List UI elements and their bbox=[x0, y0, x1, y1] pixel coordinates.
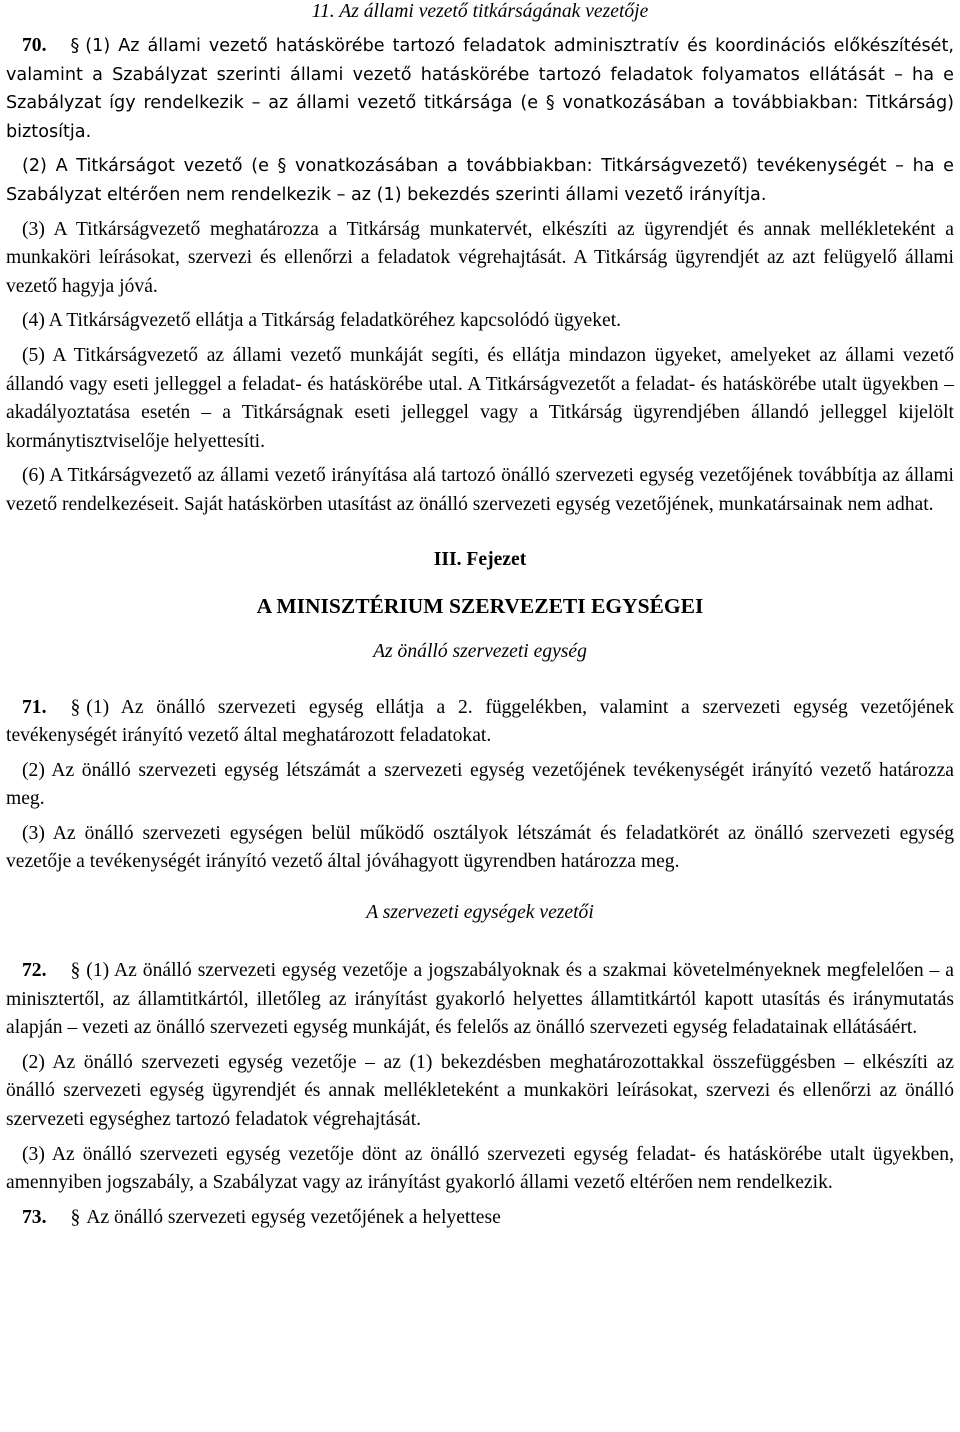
section-72-paragraph-2: (2) Az önálló szervezeti egység vezetője – az (1) bekezdésben meghatározottakkal összefüggésben – elkészíti az önálló szervezeti egység ügyrendjét és annak mellékleteként a munkaköri leírásokat, szervezi és ellenőrzi az önálló szervezeti egységhez tartozó feladatok végrehajtását. bbox=[6, 1051, 954, 1131]
section-70-paragraph-1 bbox=[6, 32, 954, 146]
section-71-paragraph-1 bbox=[6, 694, 954, 751]
section-70-paragraph-2: (2) A Titkárságot vezető (e § vonatkozásában a továbbiakban: Titkárságvezető) tevékenységét – ha e Szabályzat eltérően nem rendelkezik – az (1) bekezdés szerinti állami vezető irányítja. bbox=[6, 156, 954, 205]
section-73-p1-text: Az önálló szervezeti egység vezetőjének a helyettese bbox=[86, 1206, 501, 1228]
section-72-paragraph-3: (3) Az önálló szervezeti egység vezetője dönt az önálló szervezeti egység feladat- és hatáskörébe utalt ügyekben, amennyiben jogszabály, a Szabályzat vagy az irányítást gyakorló állami vezető eltérően nem rendelkezik. bbox=[6, 1143, 954, 1194]
section-71-number: 71. bbox=[22, 696, 47, 718]
section-71-paragraph-2: (2) Az önálló szervezeti egység létszámát a szervezeti egység vezetőjének tevékenységét irányító vezető határozza meg. bbox=[6, 759, 954, 810]
section-70-p1-text: (1) Az állami vezető hatáskörébe tartozó feladatok adminisztratív és koordinációs előkészítését, valamint a Szabályzat szerinti állami vezető hatáskörébe tartozó feladatok folyamatos ellátását – ha e Szabályzat így rendelkezik – az állami vezető titkársága (e § vonatkozásában a továbbiakban: Titkárság) biztosítja. bbox=[6, 36, 954, 142]
paragraph-sign: § bbox=[70, 36, 80, 56]
subtitle-independent-unit: Az önálló szervezeti egység bbox=[373, 640, 587, 662]
section-73-heading bbox=[6, 1204, 954, 1233]
paragraph-sign: § bbox=[70, 960, 81, 982]
section-73-number: 73. bbox=[22, 1206, 47, 1228]
section-70-number: 70. bbox=[22, 35, 47, 56]
document-page bbox=[6, 0, 954, 1232]
section-72-number: 72. bbox=[22, 960, 47, 982]
section-71-paragraph-3: (3) Az önálló szervezeti egységen belül működő osztályok létszámát és feladatkörét az önálló szervezeti egység vezetője a tevékenységét irányító vezető által jóváhagyott ügyrendben határozza meg. bbox=[6, 822, 954, 873]
section-72 bbox=[6, 957, 954, 1198]
section-70-paragraph-4: (4) A Titkárságvezető ellátja a Titkárság feladatköréhez kapcsolódó ügyeket. bbox=[22, 310, 622, 332]
section-71 bbox=[6, 694, 954, 878]
subtitle-unit-leaders: A szervezeti egységek vezetői bbox=[366, 902, 594, 924]
paragraph-sign: § bbox=[70, 1206, 81, 1228]
section-70-paragraph-6: (6) A Titkárságvezető az állami vezető irányítása alá tartozó önálló szervezeti egység vezetőjének továbbítja az állami vezető rendelkezéseit. Saját hatáskörben utasítást az önálló szervezeti egység vezetőjének, munkatársainak nem adhat. bbox=[6, 465, 954, 515]
paragraph-sign: § bbox=[70, 696, 81, 718]
section-70-paragraph-5: (5) A Titkárságvezető az állami vezető munkáját segíti, és ellátja mindazon ügyeket, amelyeket az állami vezető állandó vagy eseti jelleggel a feladat- és hatáskörébe utal. A Titkárságvezetőt a feladat- és hatáskörébe utalt ügyekben – akadályoztatása esetén – a Titkárságnak eseti jelleggel vagy a Titkárság ügyrendjében állandó jelleggel kijelölt kormánytisztviselője helyettesíti. bbox=[6, 344, 954, 452]
section-73 bbox=[6, 1204, 954, 1233]
section-71-p1-text: (1) Az önálló szervezeti egység ellátja a 2. függelékben, valamint a szervezeti egység vezetőjének tevékenységét irányító vezető által meghatározott feladatokat. bbox=[6, 696, 954, 747]
section-70 bbox=[6, 32, 954, 520]
section-72-p1-text: (1) Az önálló szervezeti egység vezetője a jogszabályoknak és a szakmai követelményeknek megfelelően – a minisztertől, az államtitkártól, illetőleg az irányítást gyakorló helyettes államtitkártól kapott utasítás és iránymutatás alapján – vezeti az önálló szervezeti egység munkáját, és felelős az önálló szervezeti egység feladatainak ellátásáért. bbox=[6, 960, 954, 1039]
chapter-number: III. Fejezet bbox=[433, 548, 527, 570]
section-heading: 11. Az állami vezető titkárságának vezetője bbox=[311, 1, 649, 22]
section-72-paragraph-1 bbox=[6, 957, 954, 1043]
section-70-paragraph-3: (3) A Titkárságvezető meghatározza a Titkárság munkatervét, elkészíti az ügyrendjét és annak mellékleteként a munkaköri leírásokat, szervezi és ellenőrzi a feladatok végrehajtását. A Titkárság ügyrendjét az azt felügyelő állami vezető hagyja jóvá. bbox=[6, 218, 954, 297]
chapter-title: A MINISZTÉRIUM SZERVEZETI EGYSÉGEI bbox=[256, 593, 704, 618]
